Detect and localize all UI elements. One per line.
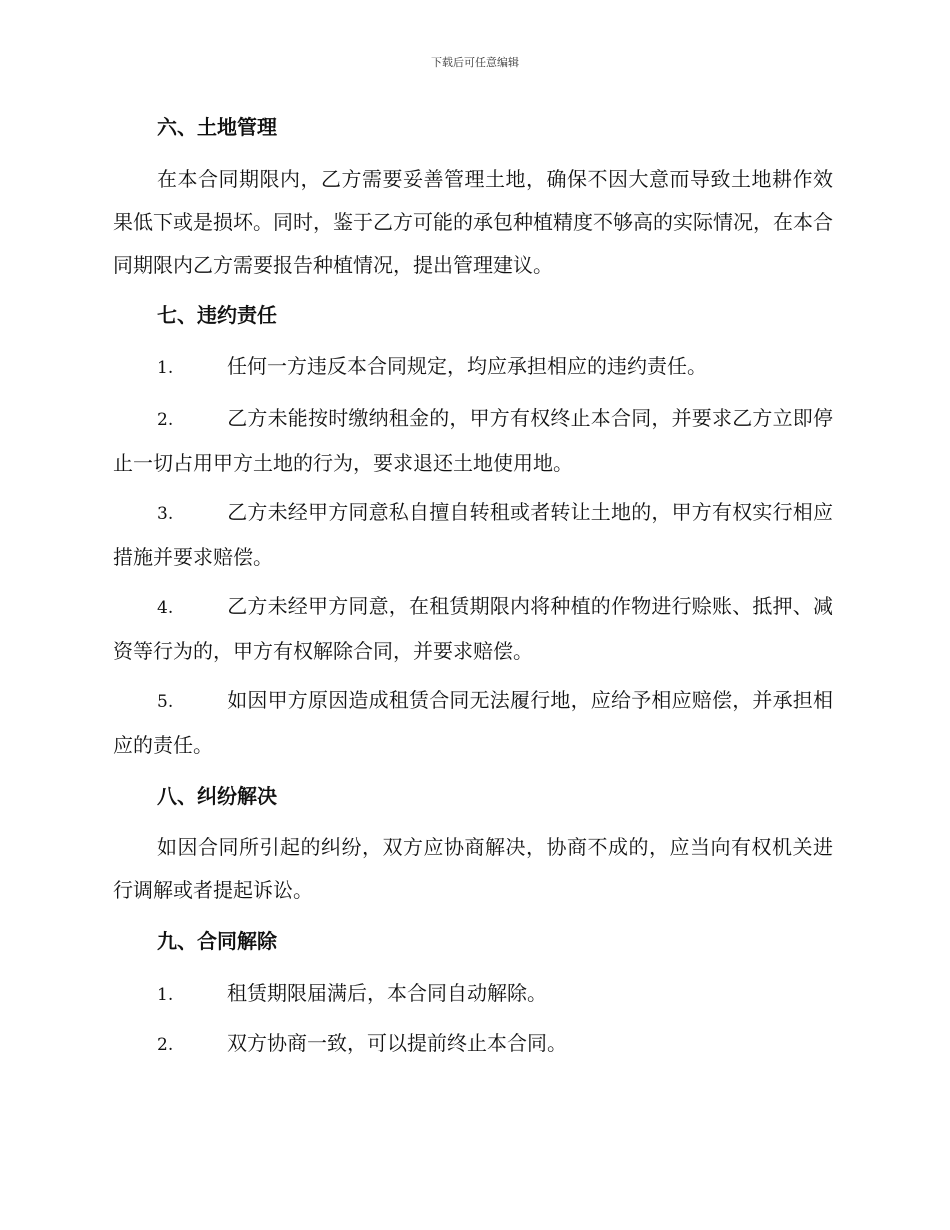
- list-item: [113, 585, 833, 673]
- list-item: [113, 679, 833, 767]
- page-header: 下载后可任意编辑: [431, 56, 519, 69]
- list-item-text: 任何一方违反本合同规定，均应承担相应的违约责任。: [227, 354, 707, 378]
- list-item-number: 2.: [157, 410, 174, 430]
- list-item-number: 2.: [157, 1035, 174, 1055]
- section-paragraph-land-management: 在本合同期限内，乙方需要妥善管理土地，确保不因大意而导致土地耕作效果低下或是损坏。同时，鉴于乙方可能的承包种植精度不够高的实际情况，在本合同期限内乙方需要报告种植情况，提出管理建议。: [113, 167, 833, 277]
- list-item-number: 1.: [157, 985, 174, 1005]
- list-item-text: 双方协商一致，可以提前终止本合同。: [227, 1031, 567, 1055]
- list-item: [113, 397, 833, 485]
- section-heading-land-management: 六、土地管理: [157, 115, 277, 139]
- list-item-text: 乙方未经甲方同意，在租赁期限内将种植的作物进行赊账、抵押、减资等行为的，甲方有权解除合同，并要求赔偿。: [113, 594, 833, 663]
- list-item-text: 乙方未能按时缴纳租金的，甲方有权终止本合同，并要求乙方立即停止一切占用甲方土地的行为，要求退还土地使用地。: [113, 406, 833, 475]
- list-item-number: 1.: [157, 358, 174, 378]
- list-item-text: 乙方未经甲方同意私自擅自转租或者转让土地的，甲方有权实行相应措施并要求赔偿。: [113, 500, 833, 569]
- list-item: [113, 345, 833, 390]
- list-item: [113, 1022, 833, 1067]
- list-item-number: 5.: [157, 692, 174, 712]
- list-item-text: 如因甲方原因造成租赁合同无法履行地，应给予相应赔偿，并承担相应的责任。: [113, 688, 833, 757]
- list-item: [113, 972, 833, 1017]
- section-paragraph-dispute-resolution: 如因合同所引起的纠纷，双方应协商解决，协商不成的，应当向有权机关进行调解或者提起诉讼。: [113, 835, 833, 902]
- section-heading-contract-termination: 九、合同解除: [157, 929, 277, 953]
- section-heading-dispute-resolution: 八、纠纷解决: [157, 784, 277, 808]
- list-item-text: 租赁期限届满后，本合同自动解除。: [227, 981, 547, 1005]
- list-item-number: 4.: [157, 598, 174, 618]
- list-item: [113, 491, 833, 579]
- section-heading-breach-liability: 七、违约责任: [157, 303, 277, 327]
- list-item-number: 3.: [157, 504, 174, 524]
